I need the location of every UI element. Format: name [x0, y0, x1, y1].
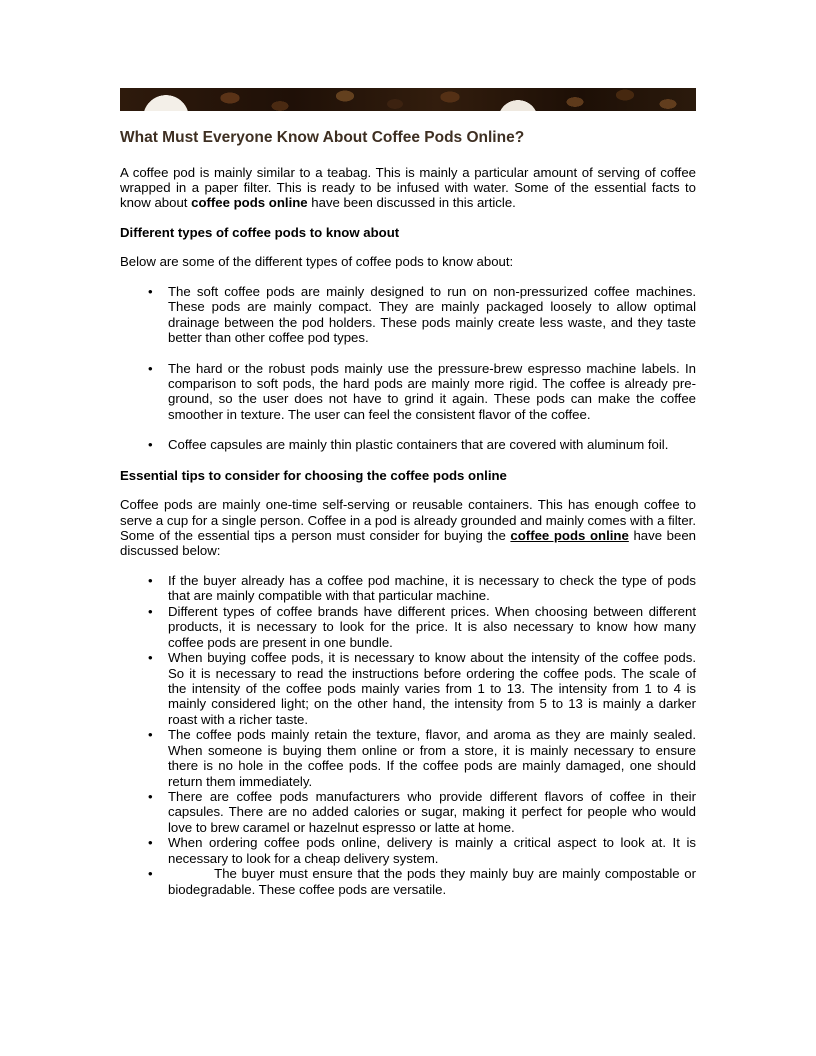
list-item: • The buyer must ensure that the pods they mainly buy are mainly compostable or biodegradable. These coffee pods are versatile.: [120, 866, 696, 897]
intro-text-pre: A coffee pod is mainly similar to a teabag. This is mainly a particular amount of serving of coffee wrapped in a paper filter. This is ready to be infused with water. Some of the essential facts to know about: [120, 164, 696, 211]
intro-text-post: have been discussed in this article.: [307, 195, 516, 211]
list-item: • Different types of coffee brands have different prices. When choosing between different products, it is necessary to look for the price. It is also necessary to know how many coffee pods are present in one bundle.: [120, 604, 696, 650]
tips-lead-post: have been discussed below:: [120, 528, 696, 559]
tips-lead-pre: Coffee pods are mainly one-time self-serving or reusable containers. This has enough coffee to serve a cup for a single person. Coffee in a pod is already grounded and mainly comes with a filter. Some of the essential tips a person must consider for buying the: [120, 497, 696, 544]
coffee-pods-online-link[interactable]: coffee pods online: [510, 528, 629, 544]
section-heading-types: Different types of coffee pods to know about: [120, 224, 400, 240]
page-title: What Must Everyone Know About Coffee Pods Online?: [120, 129, 525, 146]
types-lead-paragraph: Below are some of the different types of coffee pods to know about:: [120, 254, 514, 270]
intro-bold-phrase: coffee pods online: [191, 195, 308, 211]
list-item: • There are coffee pods manufacturers who provide different flavors of coffee in their capsules. There are no added calories or sugar, making it perfect for people who would love to brew caramel or hazelnut espresso or latte at home.: [120, 789, 696, 835]
list-item: • The coffee pods mainly retain the texture, flavor, and aroma as they are mainly sealed. When someone is buying them online or from a store, it is mainly necessary to ensure there is no hole in the coffee pods. If the coffee pods are mainly damaged, one should return them immediately.: [120, 727, 696, 789]
intro-paragraph: [120, 165, 696, 211]
list-item: • When ordering coffee pods online, delivery is mainly a critical aspect to look at. It is necessary to look for a cheap delivery system.: [120, 835, 696, 866]
list-item: • If the buyer already has a coffee pod machine, it is necessary to check the type of pods that are mainly compatible with that particular machine.: [120, 573, 696, 604]
list-item: • Coffee capsules are mainly thin plastic containers that are covered with aluminum foil.: [120, 437, 696, 452]
list-item: • The hard or the robust pods mainly use the pressure-brew espresso machine labels. In comparison to soft pods, the hard pods are mainly more rigid. The coffee is already pre-ground, so the user does not have to grind it again. These pods can make the coffee smoother in texture. The user can feel the consistent flavor of the coffee.: [120, 361, 696, 423]
types-bullet-list: [120, 284, 696, 453]
list-item: • The soft coffee pods are mainly designed to run on non-pressurized coffee machines. These pods are mainly compact. They are mainly packaged loosely to allow optimal drainage between the pod holders. These pods mainly create less waste, and they taste better than other coffee pod types.: [120, 284, 696, 346]
tips-bullet-list: [120, 573, 696, 897]
list-item: • When buying coffee pods, it is necessary to know about the intensity of the coffee pods. So it is necessary to read the instructions before ordering the coffee pods. The scale of the intensity of the coffee pods mainly varies from 1 to 13. The intensity from 1 to 4 is mainly considered light; on the other hand, the intensity from 5 to 13 is mainly a darker roast with a richer taste.: [120, 650, 696, 727]
tips-lead-paragraph: [120, 497, 696, 559]
coffee-beans-banner-image: [120, 88, 696, 111]
section-heading-tips: Essential tips to consider for choosing the coffee pods online: [120, 467, 507, 483]
